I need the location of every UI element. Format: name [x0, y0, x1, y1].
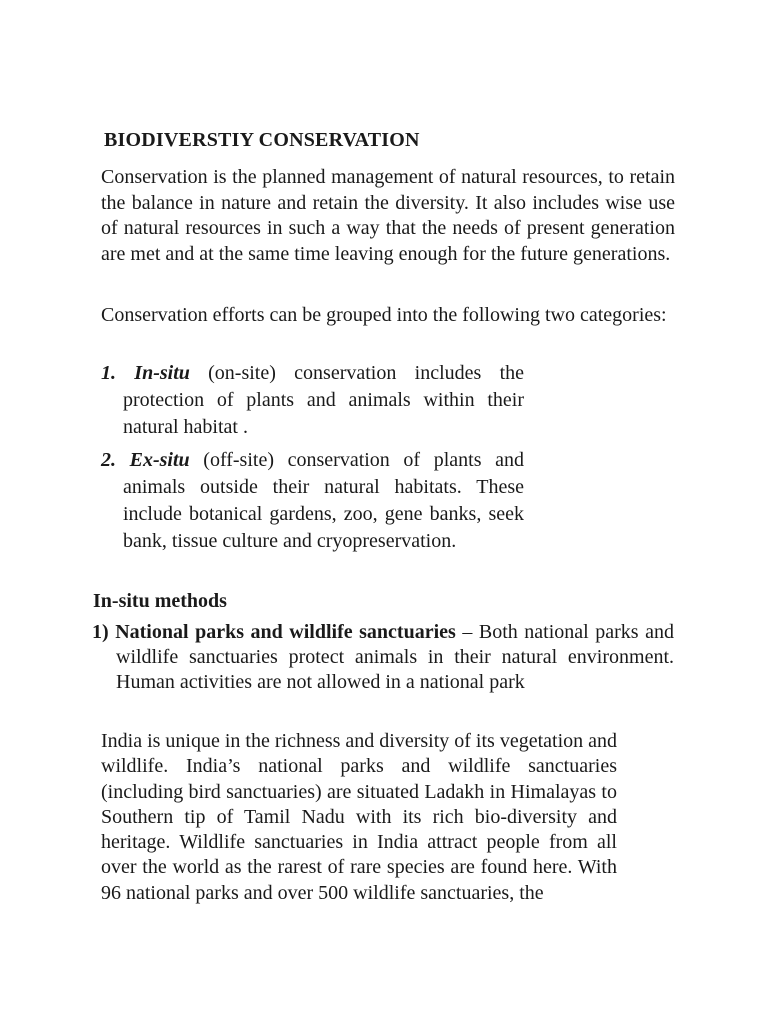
- paragraph-conservation-definition: Conservation is the planned management of natural resources, to retain the balance in nature and retain the diversity. It also includes wise use of natural resources in such a way that the needs of present generation are met and at the same time leaving enough for the future generations.: [101, 166, 675, 265]
- list-term: Ex-situ: [129, 449, 190, 471]
- section-heading-insitu-methods: In-situ methods: [93, 590, 227, 612]
- method-text: – Both national parks and wildlife sanctuaries protect animals in their natural environment. Human activities are not allowed in a national park: [116, 621, 674, 693]
- list-item: [101, 360, 524, 441]
- paragraph-conservation-categories: Conservation efforts can be grouped into the following two categories:: [101, 304, 667, 326]
- list-term: In-situ: [134, 362, 190, 384]
- list-text: (on-site) conservation includes the protection of plants and animals within their natural habitat .: [123, 362, 525, 438]
- method-number: 1): [92, 621, 109, 643]
- method-term: National parks and wildlife sanctuaries: [115, 621, 456, 643]
- list-text: (off-site) conservation of plants and animals outside their natural habitats. These include botanical gardens, zoo, gene banks, seek bank, tissue culture and cryopreservation.: [123, 449, 524, 552]
- list-item: [101, 447, 524, 555]
- category-list-item-1-container: [101, 360, 524, 441]
- paragraph-india-wildlife: India is unique in the richness and diversity of its vegetation and wildlife. India’s national parks and wildlife sanctuaries (including bird sanctuaries) are situated Ladakh in Himalayas to Southern tip of Tamil Nadu with its rich bio-diversity and heritage. Wildlife sanctuaries in India attract people from all over the world as the rarest of rare species are found here. With 96 national parks and over 500 wildlife sanctuaries, the: [101, 730, 617, 904]
- method-item: [92, 620, 674, 695]
- list-number: 2.: [101, 449, 116, 471]
- category-list-item-2-container: [101, 447, 524, 555]
- list-number: 1.: [101, 362, 116, 384]
- page-title: BIODIVERSTIY CONSERVATION: [104, 129, 420, 151]
